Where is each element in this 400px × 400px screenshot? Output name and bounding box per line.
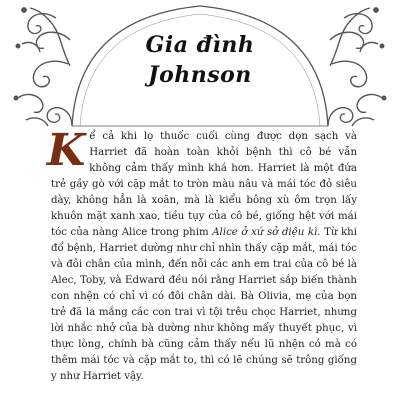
chapter-body-text bbox=[47, 125, 357, 385]
drop-cap-letter: K bbox=[47, 125, 86, 176]
body-paragraph-part-1: ể cả khi lọ thuốc cuối cùng được dọn sạch và Harriet đã hoàn toàn khỏi bệnh thì cô bé vẫn không cảm thấy mình khá hơn. Harriet là một đứa trẻ gầy gò với cặp mắt to tròn màu nâu và mái tóc đỏ siêu dày, không hẳn là xoăn, mà là kiểu bông xù ôm trọn lấy khuôn mặt xanh xao, tiều tụy của cô bé, giống hệt với mái tóc của nàng Alice trong phim bbox=[51, 131, 357, 238]
chapter-title-line-1: Gia đình bbox=[145, 32, 255, 58]
body-paragraph-part-2: . Từ khi đổ bệnh, Harriet dường như chỉ nhìn thấy cặp mắt, mái tóc và đôi chân của mình, đến nỗi các anh em trai của cô bé là Alec, Toby, và Edward đều nói rằng Harriet sắp biến thành con nhện có chỉ vì có đôi chân dài. Bà Olivia, mẹ của bọn trẻ đã la mắng các con trai vì tội trêu chọc Harriet, nhưng lời nhắc nhở của bà dường như không mấy thuyết phục, vì thực lòng, chính bà cũng cảm thấy nếu lũ nhện có mà có thêm mái tóc và cặp mắt to, thì có lẽ chúng sẽ trông giống y như Harriet vậy. bbox=[51, 227, 357, 382]
chapter-title bbox=[0, 30, 400, 90]
chapter-title-line-2: Johnson bbox=[148, 62, 252, 88]
movie-title-italic: Alice ở xứ sở diệu kì bbox=[212, 227, 318, 238]
